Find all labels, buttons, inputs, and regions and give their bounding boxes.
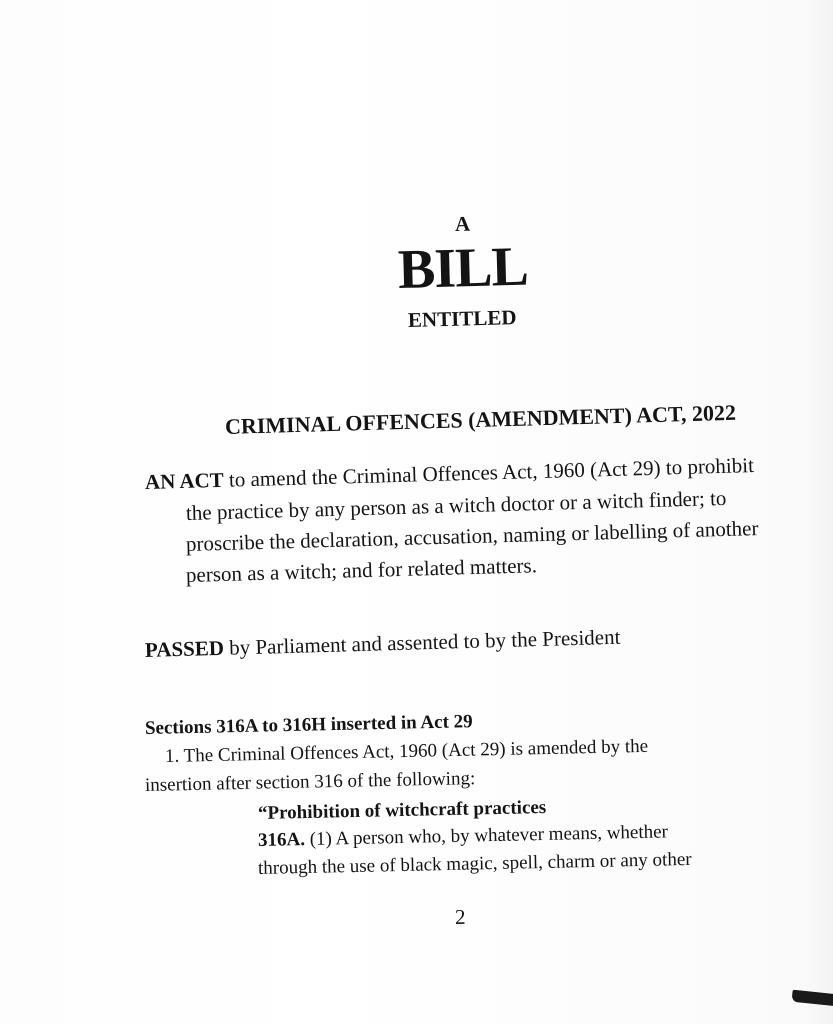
heading-entitled: ENTITLED: [407, 305, 517, 332]
act-title: CRIMINAL OFFENCES (AMENDMENT) ACT, 2022: [224, 399, 737, 439]
enacting-text: by Parliament and assented to by the President: [223, 624, 621, 660]
enacting-lead: PASSED: [144, 635, 225, 662]
long-title-line-3: proscribe the declaration, accusation, naming or labelling of another: [185, 516, 759, 556]
heading-bill: BILL: [397, 235, 529, 301]
page-edge-shadow: [803, 0, 833, 1024]
long-title-lead: AN ACT: [144, 467, 225, 494]
sub-heading: “Prohibition of witchcraft practices: [257, 796, 547, 824]
section-line-2: insertion after section 316 of the following:: [144, 768, 476, 796]
clause-text-1: (1) A person who, by whatever means, whether: [304, 821, 669, 851]
section-heading: Sections 316A to 316H inserted in Act 29: [144, 711, 473, 739]
long-title-line-2: the practice by any person as a witch doctor or a witch finder; to: [185, 485, 727, 525]
long-title-line-4: person as a witch; and for related matters.: [185, 553, 538, 587]
enacting-clause: [145, 625, 621, 663]
page-number: 2: [454, 904, 466, 929]
heading-a: A: [454, 211, 471, 236]
clause-line-2: through the use of black magic, spell, charm or any other: [257, 848, 692, 879]
section-line-1: 1. The Criminal Offences Act, 1960 (Act 29) is amended by the: [164, 735, 649, 767]
clause-line-1: [258, 821, 668, 852]
long-title-text-1: to amend the Criminal Offences Act, 1960 (Act 29) to prohibit: [223, 452, 755, 492]
clause-number: 316A.: [257, 829, 306, 851]
